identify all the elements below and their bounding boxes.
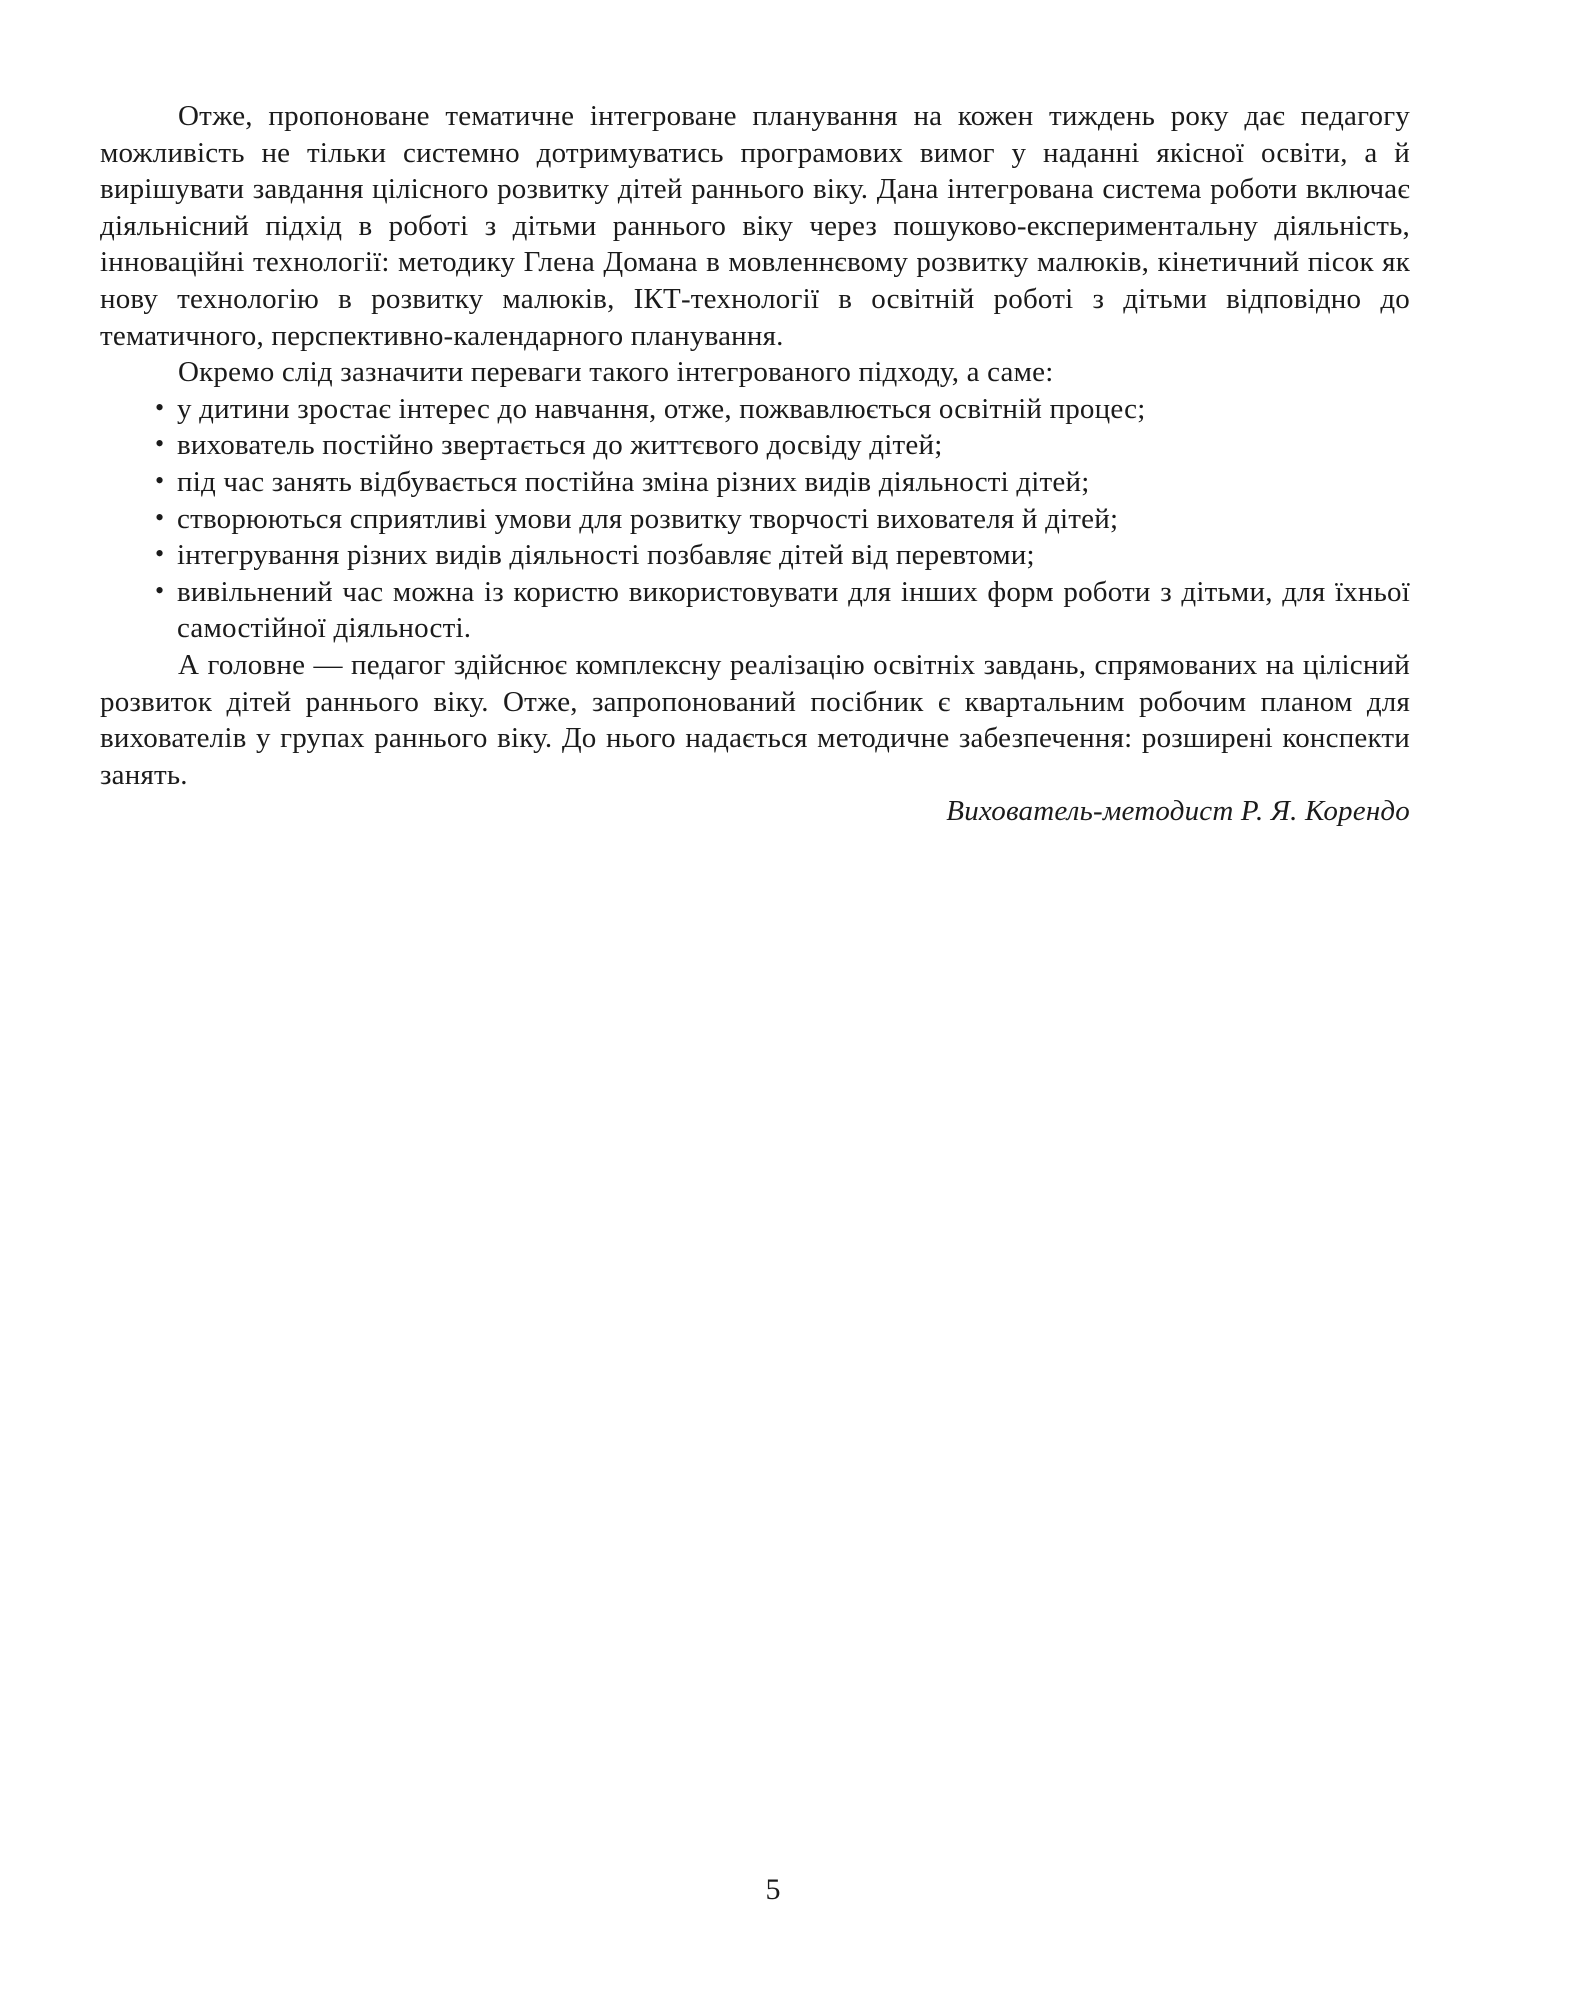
- list-item: [100, 574, 1410, 647]
- page-number: 5: [765, 1873, 781, 1906]
- paragraph-advantages-lead: Окремо слід зазначити переваги такого інтегрованого підходу, а саме:: [178, 356, 1054, 389]
- list-item-text: у дитини зростає інтерес до навчання, отже, пожвавлюється освітній процес;: [177, 392, 1146, 425]
- paragraph-intro: Отже, пропоноване тематичне інтегроване планування на кожен тиждень року дає педагогу можливість не тільки системно дотримуватись програмових вимог у наданні якісної освіти, а й вирішувати завдання цілісного розвитку дітей раннього віку. Дана інтегрована система роботи включає діяльнісний підхід в роботі з дітьми раннього віку через пошуково-експериментальну діяльність, інноваційні технології: методику Глена Домана в мовленнєвому розвитку малюків, кінетичний пісок як нову технологію в розвитку малюків, ІКТ-технології в освітній роботі з дітьми відповідно до тематичного, перспективно-календарного планування.: [100, 100, 1410, 352]
- list-item-text: вивільнений час можна із користю використовувати для інших форм роботи з дітьми, для їхньої самостійної діяльності.: [177, 575, 1410, 645]
- bullet-icon: •: [155, 539, 165, 569]
- bullet-icon: •: [155, 392, 165, 422]
- page-body-text: [100, 98, 1410, 830]
- author-signature: Вихователь-методист Р. Я. Корендо: [946, 795, 1410, 828]
- list-item: [100, 464, 1410, 501]
- bullet-icon: •: [155, 429, 165, 459]
- bullet-icon: •: [155, 575, 165, 605]
- list-item: [100, 391, 1410, 428]
- list-item: [100, 501, 1410, 538]
- list-item-text: вихователь постійно звертається до життєвого досвіду дітей;: [177, 429, 943, 462]
- bullet-icon: •: [155, 465, 165, 495]
- paragraph-conclusion: А головне — педагог здійснює комплексну реалізацію освітніх завдань, спрямованих на цілісний розвиток дітей раннього віку. Отже, запропонований посібник є квартальним робочим планом для вихователів у групах раннього віку. До нього надається методичне забезпечення: розширені конспекти занять.: [100, 648, 1410, 791]
- list-item-text: створюються сприятливі умови для розвитку творчості вихователя й дітей;: [177, 502, 1119, 535]
- bullet-icon: •: [155, 502, 165, 532]
- list-item: [100, 537, 1410, 574]
- list-item: [100, 427, 1410, 464]
- page-footer: [100, 1872, 1446, 1908]
- list-item-text: під час занять відбувається постійна зміна різних видів діяльності дітей;: [177, 465, 1090, 498]
- list-item-text: інтегрування різних видів діяльності позбавляє дітей від перевтоми;: [177, 539, 1035, 572]
- advantages-list: [100, 391, 1410, 647]
